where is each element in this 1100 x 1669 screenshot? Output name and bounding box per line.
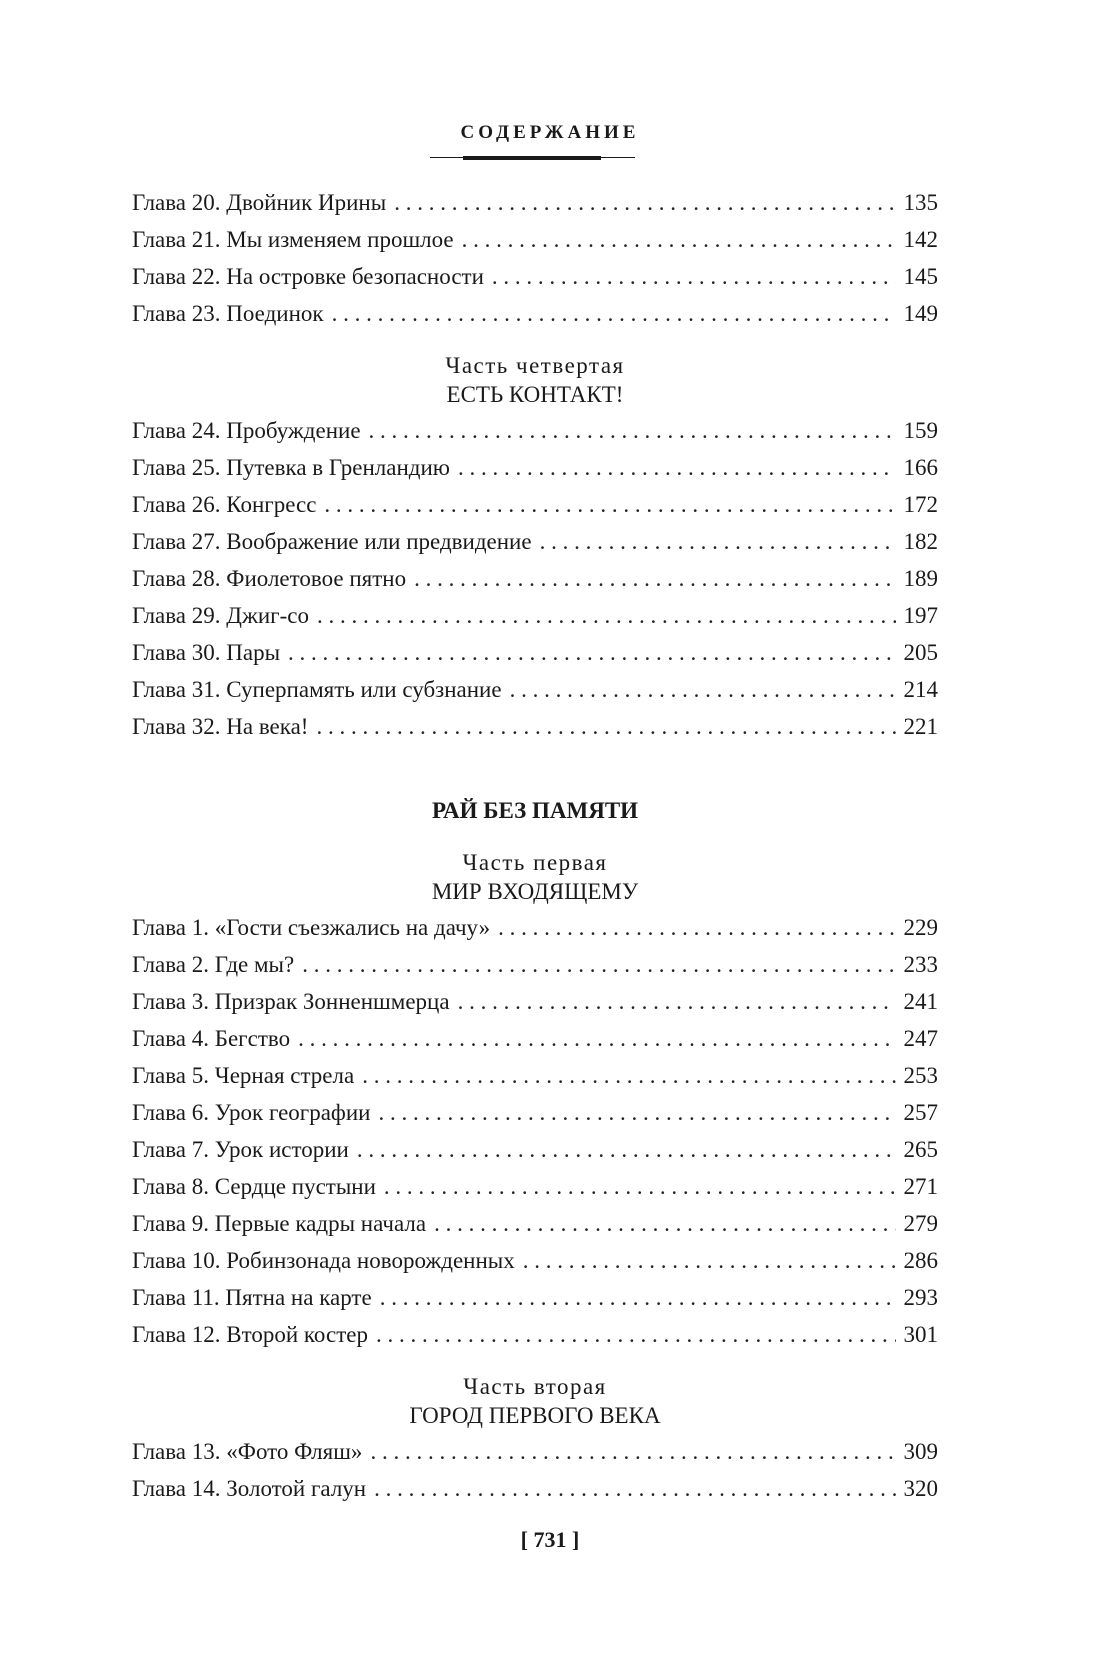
toc-entry <box>132 597 938 634</box>
toc-entry-page: 309 <box>903 1439 938 1464</box>
header-rule-accent <box>463 156 601 160</box>
part-number: Часть четвертая <box>445 353 625 378</box>
toc-entry-title: Глава 25. Путевка в Гренландию <box>132 455 450 480</box>
toc-entry-title: Глава 31. Суперпамять или субзнание <box>132 677 502 702</box>
toc-entry <box>132 983 938 1020</box>
toc-entry <box>132 560 938 597</box>
toc-entry-page: 189 <box>903 566 938 591</box>
toc-entry-title: Глава 30. Пары <box>132 640 281 665</box>
toc-entry <box>132 486 938 523</box>
toc-entry-title: Глава 3. Призрак Зонненшмерца <box>132 989 450 1014</box>
dot-leader <box>357 1131 896 1168</box>
toc-entry <box>132 1094 938 1131</box>
dot-leader <box>540 523 896 560</box>
toc-entry-title: Глава 14. Золотой галун <box>132 1476 367 1501</box>
toc-entry <box>132 221 938 258</box>
toc-entry-title: Глава 8. Сердце пустыни <box>132 1174 376 1199</box>
dot-leader <box>492 258 896 295</box>
toc-entry-page: 241 <box>903 989 938 1014</box>
toc-entry-title: Глава 22. На островке безопасности <box>132 264 484 289</box>
toc-entry <box>132 1433 938 1470</box>
toc-entry-page: 135 <box>903 190 938 215</box>
toc-entry-page: 247 <box>903 1026 938 1051</box>
part-title: МИР ВХОДЯЩЕМУ <box>431 879 639 904</box>
toc-entry-page: 205 <box>903 640 938 665</box>
toc-entry-page: 265 <box>903 1137 938 1162</box>
toc-entry-title: Глава 26. Конгресс <box>132 492 317 517</box>
toc-entry-title: Глава 32. На века! <box>132 714 309 739</box>
toc-entry <box>132 295 938 332</box>
dot-leader <box>380 1279 896 1316</box>
toc-entry <box>132 1242 938 1279</box>
toc-entry-title: Глава 28. Фиолетовое пятно <box>132 566 407 591</box>
dot-leader <box>384 1168 896 1205</box>
toc-entry <box>132 412 938 449</box>
part-title: ЕСТЬ КОНТАКТ! <box>446 382 624 407</box>
toc-entry-title: Глава 23. Поединок <box>132 301 324 326</box>
toc-entry-page: 197 <box>903 603 938 628</box>
toc-entry-page: 172 <box>903 492 938 517</box>
dot-leader <box>434 1205 895 1242</box>
dot-leader <box>317 597 896 634</box>
toc-entry <box>132 909 938 946</box>
page-number: [ 731 ] <box>520 1527 580 1552</box>
dot-leader <box>369 412 896 449</box>
toc-entry-title: Глава 13. «Фото Фляш» <box>132 1439 363 1464</box>
toc-entry-page: 293 <box>903 1285 938 1310</box>
toc-entry-page: 166 <box>903 455 938 480</box>
toc-entry-title: Глава 2. Где мы? <box>132 952 295 977</box>
toc-entry <box>132 1316 938 1353</box>
page-header-title: СОДЕРЖАНИЕ <box>460 122 640 143</box>
toc-entry <box>132 1205 938 1242</box>
toc-entry-page: 233 <box>903 952 938 977</box>
toc-entry <box>132 184 938 221</box>
toc-entry-title: Глава 20. Двойник Ирины <box>132 190 387 215</box>
toc-entry-page: 257 <box>903 1100 938 1125</box>
toc-entry-title: Глава 29. Джиг-со <box>132 603 309 628</box>
dot-leader <box>316 708 895 745</box>
dot-leader <box>510 671 896 708</box>
toc-entry-page: 229 <box>903 915 938 940</box>
toc-entry-page: 320 <box>903 1476 938 1501</box>
toc-entry <box>132 1057 938 1094</box>
dot-leader <box>324 486 895 523</box>
toc-entry-title: Глава 9. Первые кадры начала <box>132 1211 427 1236</box>
dot-leader <box>378 1094 895 1131</box>
toc-entry-title: Глава 24. Пробуждение <box>132 418 361 443</box>
toc-entry-page: 271 <box>903 1174 938 1199</box>
toc-entry <box>132 523 938 560</box>
toc-entry <box>132 1131 938 1168</box>
toc-entry-page: 159 <box>903 418 938 443</box>
toc-entry <box>132 1279 938 1316</box>
toc-entry <box>132 634 938 671</box>
toc-entry-title: Глава 6. Урок географии <box>132 1100 371 1125</box>
toc-entry-title: Глава 11. Пятна на карте <box>132 1285 372 1310</box>
toc-entry-title: Глава 12. Второй костер <box>132 1322 368 1347</box>
toc-entry-page: 221 <box>903 714 938 739</box>
toc-entry-page: 145 <box>903 264 938 289</box>
dot-leader <box>302 946 895 983</box>
dot-leader <box>394 184 895 221</box>
toc-entry-page: 182 <box>903 529 938 554</box>
dot-leader <box>458 983 896 1020</box>
book-title: РАЙ БЕЗ ПАМЯТИ <box>431 798 639 823</box>
dot-leader <box>523 1242 896 1279</box>
part-heading <box>132 829 938 909</box>
part-heading <box>132 1353 938 1433</box>
toc-entry-page: 279 <box>903 1211 938 1236</box>
toc-entry-page: 142 <box>903 227 938 252</box>
part-number: Часть первая <box>462 850 608 875</box>
toc-entry-title: Глава 10. Робинзонада новорожденных <box>132 1248 515 1273</box>
toc-entry-page: 301 <box>903 1322 938 1347</box>
toc-entry-title: Глава 7. Урок истории <box>132 1137 349 1162</box>
dot-leader <box>370 1433 895 1470</box>
toc-entry-page: 286 <box>903 1248 938 1273</box>
dot-leader <box>362 1057 895 1094</box>
dot-leader <box>288 634 895 671</box>
part-title: ГОРОД ПЕРВОГО ВЕКА <box>409 1403 661 1428</box>
toc-entry <box>132 258 938 295</box>
toc-entry-title: Глава 5. Черная стрела <box>132 1063 355 1088</box>
toc-entry <box>132 1470 938 1507</box>
part-heading <box>132 332 938 412</box>
toc-entry-title: Глава 21. Мы изменяем прошлое <box>132 227 454 252</box>
toc-entry <box>132 671 938 708</box>
dot-leader <box>414 560 895 597</box>
dot-leader <box>462 221 896 258</box>
toc-entry-page: 214 <box>903 677 938 702</box>
toc-entry <box>132 1168 938 1205</box>
toc-entry <box>132 449 938 486</box>
dot-leader <box>374 1470 895 1507</box>
toc-entry <box>132 708 938 745</box>
part-number: Часть вторая <box>463 1374 607 1399</box>
dot-leader <box>458 449 896 486</box>
toc-entry-page: 149 <box>903 301 938 326</box>
dot-leader <box>376 1316 896 1353</box>
table-of-contents <box>132 184 938 1507</box>
dot-leader <box>332 295 896 332</box>
toc-entry <box>132 1020 938 1057</box>
toc-entry-title: Глава 4. Бегство <box>132 1026 291 1051</box>
dot-leader <box>498 909 895 946</box>
toc-entry-page: 253 <box>903 1063 938 1088</box>
dot-leader <box>298 1020 895 1057</box>
toc-entry-title: Глава 1. «Гости съезжались на дачу» <box>132 915 491 940</box>
toc-entry <box>132 946 938 983</box>
toc-entry-title: Глава 27. Воображение или предвидение <box>132 529 532 554</box>
